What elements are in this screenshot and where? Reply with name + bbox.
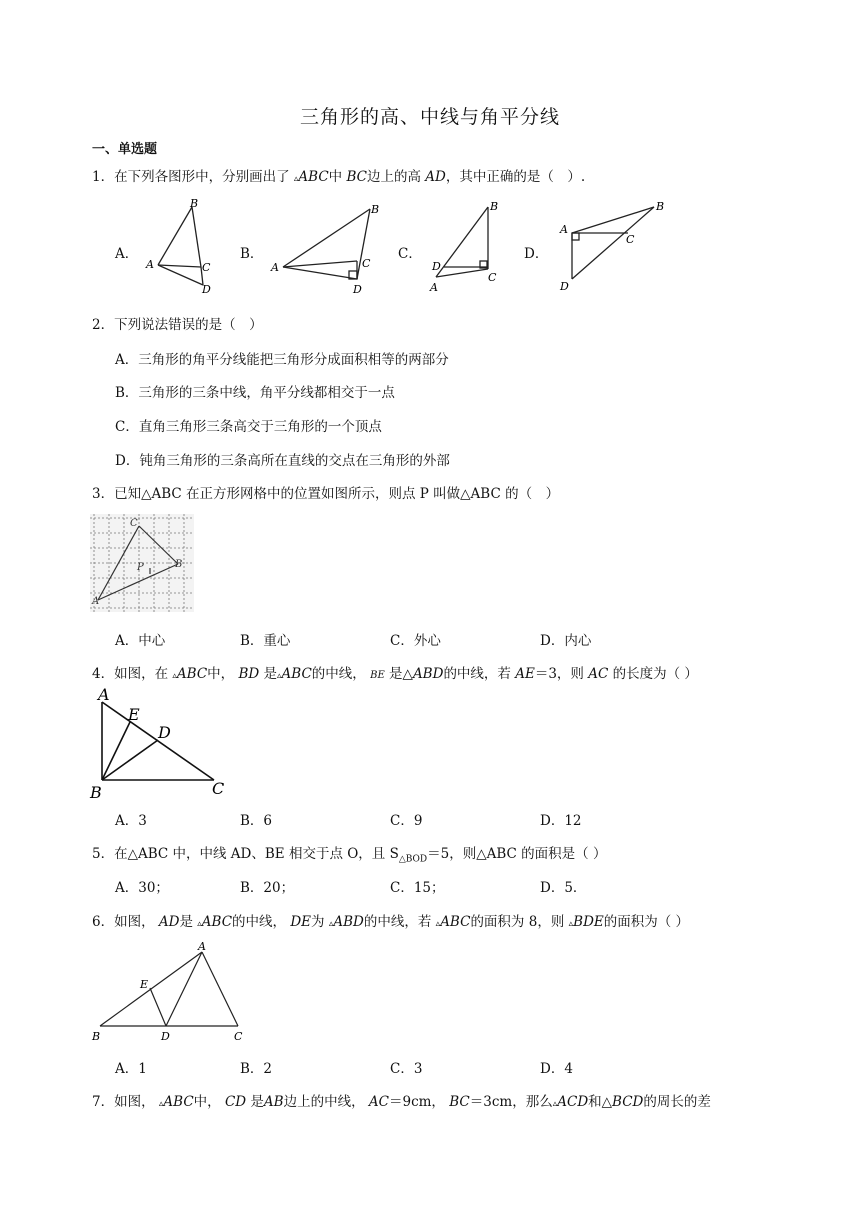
q5-option-c: C．15； [390,880,445,896]
q1-figure-a [140,195,220,300]
svg-text:C: C [488,271,497,284]
q2-option-a: A．三角形的角平分线能把三角形分成面积相等的两部分 [115,352,449,368]
svg-text:E: E [140,978,149,991]
svg-text:E: E [128,705,140,724]
svg-text:C: C [234,1030,243,1043]
svg-text:B: B [656,200,665,213]
question-1: 1．在下列各图形中，分别画出了 ▵ABC中 BC边上的高 AD，其中正确的是（ ）. [92,169,586,185]
q2-option-d: D．钝角三角形的三条高所在直线的交点在三角形的外部 [115,453,450,469]
q5-option-d: D．5． [540,880,587,896]
svg-text:B: B [490,200,499,213]
svg-text:A: A [98,685,110,704]
question-2: 2．下列说法错误的是（ ） [92,317,263,333]
q3-grid-figure [90,514,194,612]
q4-option-b: B．6 [240,813,273,829]
q1-figure-b [265,197,390,300]
q4-option-d: D．12 [540,813,582,829]
q6-option-b: B．2 [240,1061,273,1077]
svg-text:D: D [158,723,171,742]
q1-figure-c [422,195,507,300]
q2-option-b: B．三角形的三条中线，角平分线都相交于一点 [115,385,395,401]
svg-text:C: C [202,261,211,274]
q4-figure [88,684,238,804]
svg-text:C: C [212,779,225,798]
svg-text:D: D [161,1030,170,1043]
svg-text:C: C [130,518,138,529]
q6-figure [88,936,248,1048]
svg-text:B: B [90,783,102,802]
question-3: 3．已知△ABC 在正方形网格中的位置如图所示，则点 P 叫做△ABC 的（ ） [92,486,560,502]
svg-text:P: P [137,562,144,573]
question-6: 6．如图， AD是 ▵ABC的中线， DE为 ▵ABD的中线，若 ▵ABC的面积为 8，则 ▵BDE的面积为（ ） [92,914,690,930]
q2-option-c: C．直角三角形三条高交于三角形的一个顶点 [115,419,382,435]
section-heading: 一、单选题 [92,142,158,157]
svg-text:A: A [271,261,279,274]
svg-text:A: A [146,258,154,271]
q3-option-d: D．内心 [540,633,592,649]
q4-option-a: A．3 [115,813,147,829]
svg-text:A: A [430,281,438,294]
q1-option-d: D． [524,246,549,262]
svg-text:A: A [92,596,100,607]
svg-text:B: B [92,1030,101,1043]
q6-option-a: A．1 [115,1061,147,1077]
svg-text:C: C [362,257,371,270]
q6-option-c: C．3 [390,1061,423,1077]
q5-option-a: A．30； [115,880,169,896]
svg-text:D: D [560,280,569,293]
question-4: 4．如图，在 ▵ABC中， BD 是▵ABC的中线， BE 是△ABD的中线，若 AE＝3，则 AC 的长度为（ ） [92,666,698,682]
svg-text:B: B [371,203,380,216]
svg-text:D: D [353,283,362,296]
svg-text:A: A [198,940,206,953]
q5-option-b: B．20； [240,880,295,896]
question-5: 5．在△ABC 中，中线 AD、BE 相交于点 O，且 $S_{\triangle BOD}=5$，则△ABC 的面积是（ ） [92,846,607,865]
svg-text:B: B [175,559,183,570]
q1-option-a: A． [115,246,139,262]
q4-option-c: C．9 [390,813,423,829]
page-title: 三角形的高、中线与角平分线 [299,106,560,128]
q3-option-a: A．中心 [115,633,166,649]
q3-option-c: C．外心 [390,633,441,649]
question-7: 7．如图， ▵ABC中， CD 是AB边上的中线， AC＝9cm， BC＝3cm，那么▵ACD和△BCD的周长的差 [92,1094,711,1110]
svg-text:C: C [626,233,635,246]
q1-figure-d [556,195,676,300]
q1-option-c: C． [398,246,422,262]
svg-text:A: A [560,223,568,236]
q3-option-b: B．重心 [240,633,291,649]
svg-text:B: B [190,197,199,210]
q1-option-b: B． [240,246,264,262]
svg-text:D: D [202,283,211,296]
q6-option-d: D．4 [540,1061,573,1077]
svg-text:D: D [432,260,441,273]
